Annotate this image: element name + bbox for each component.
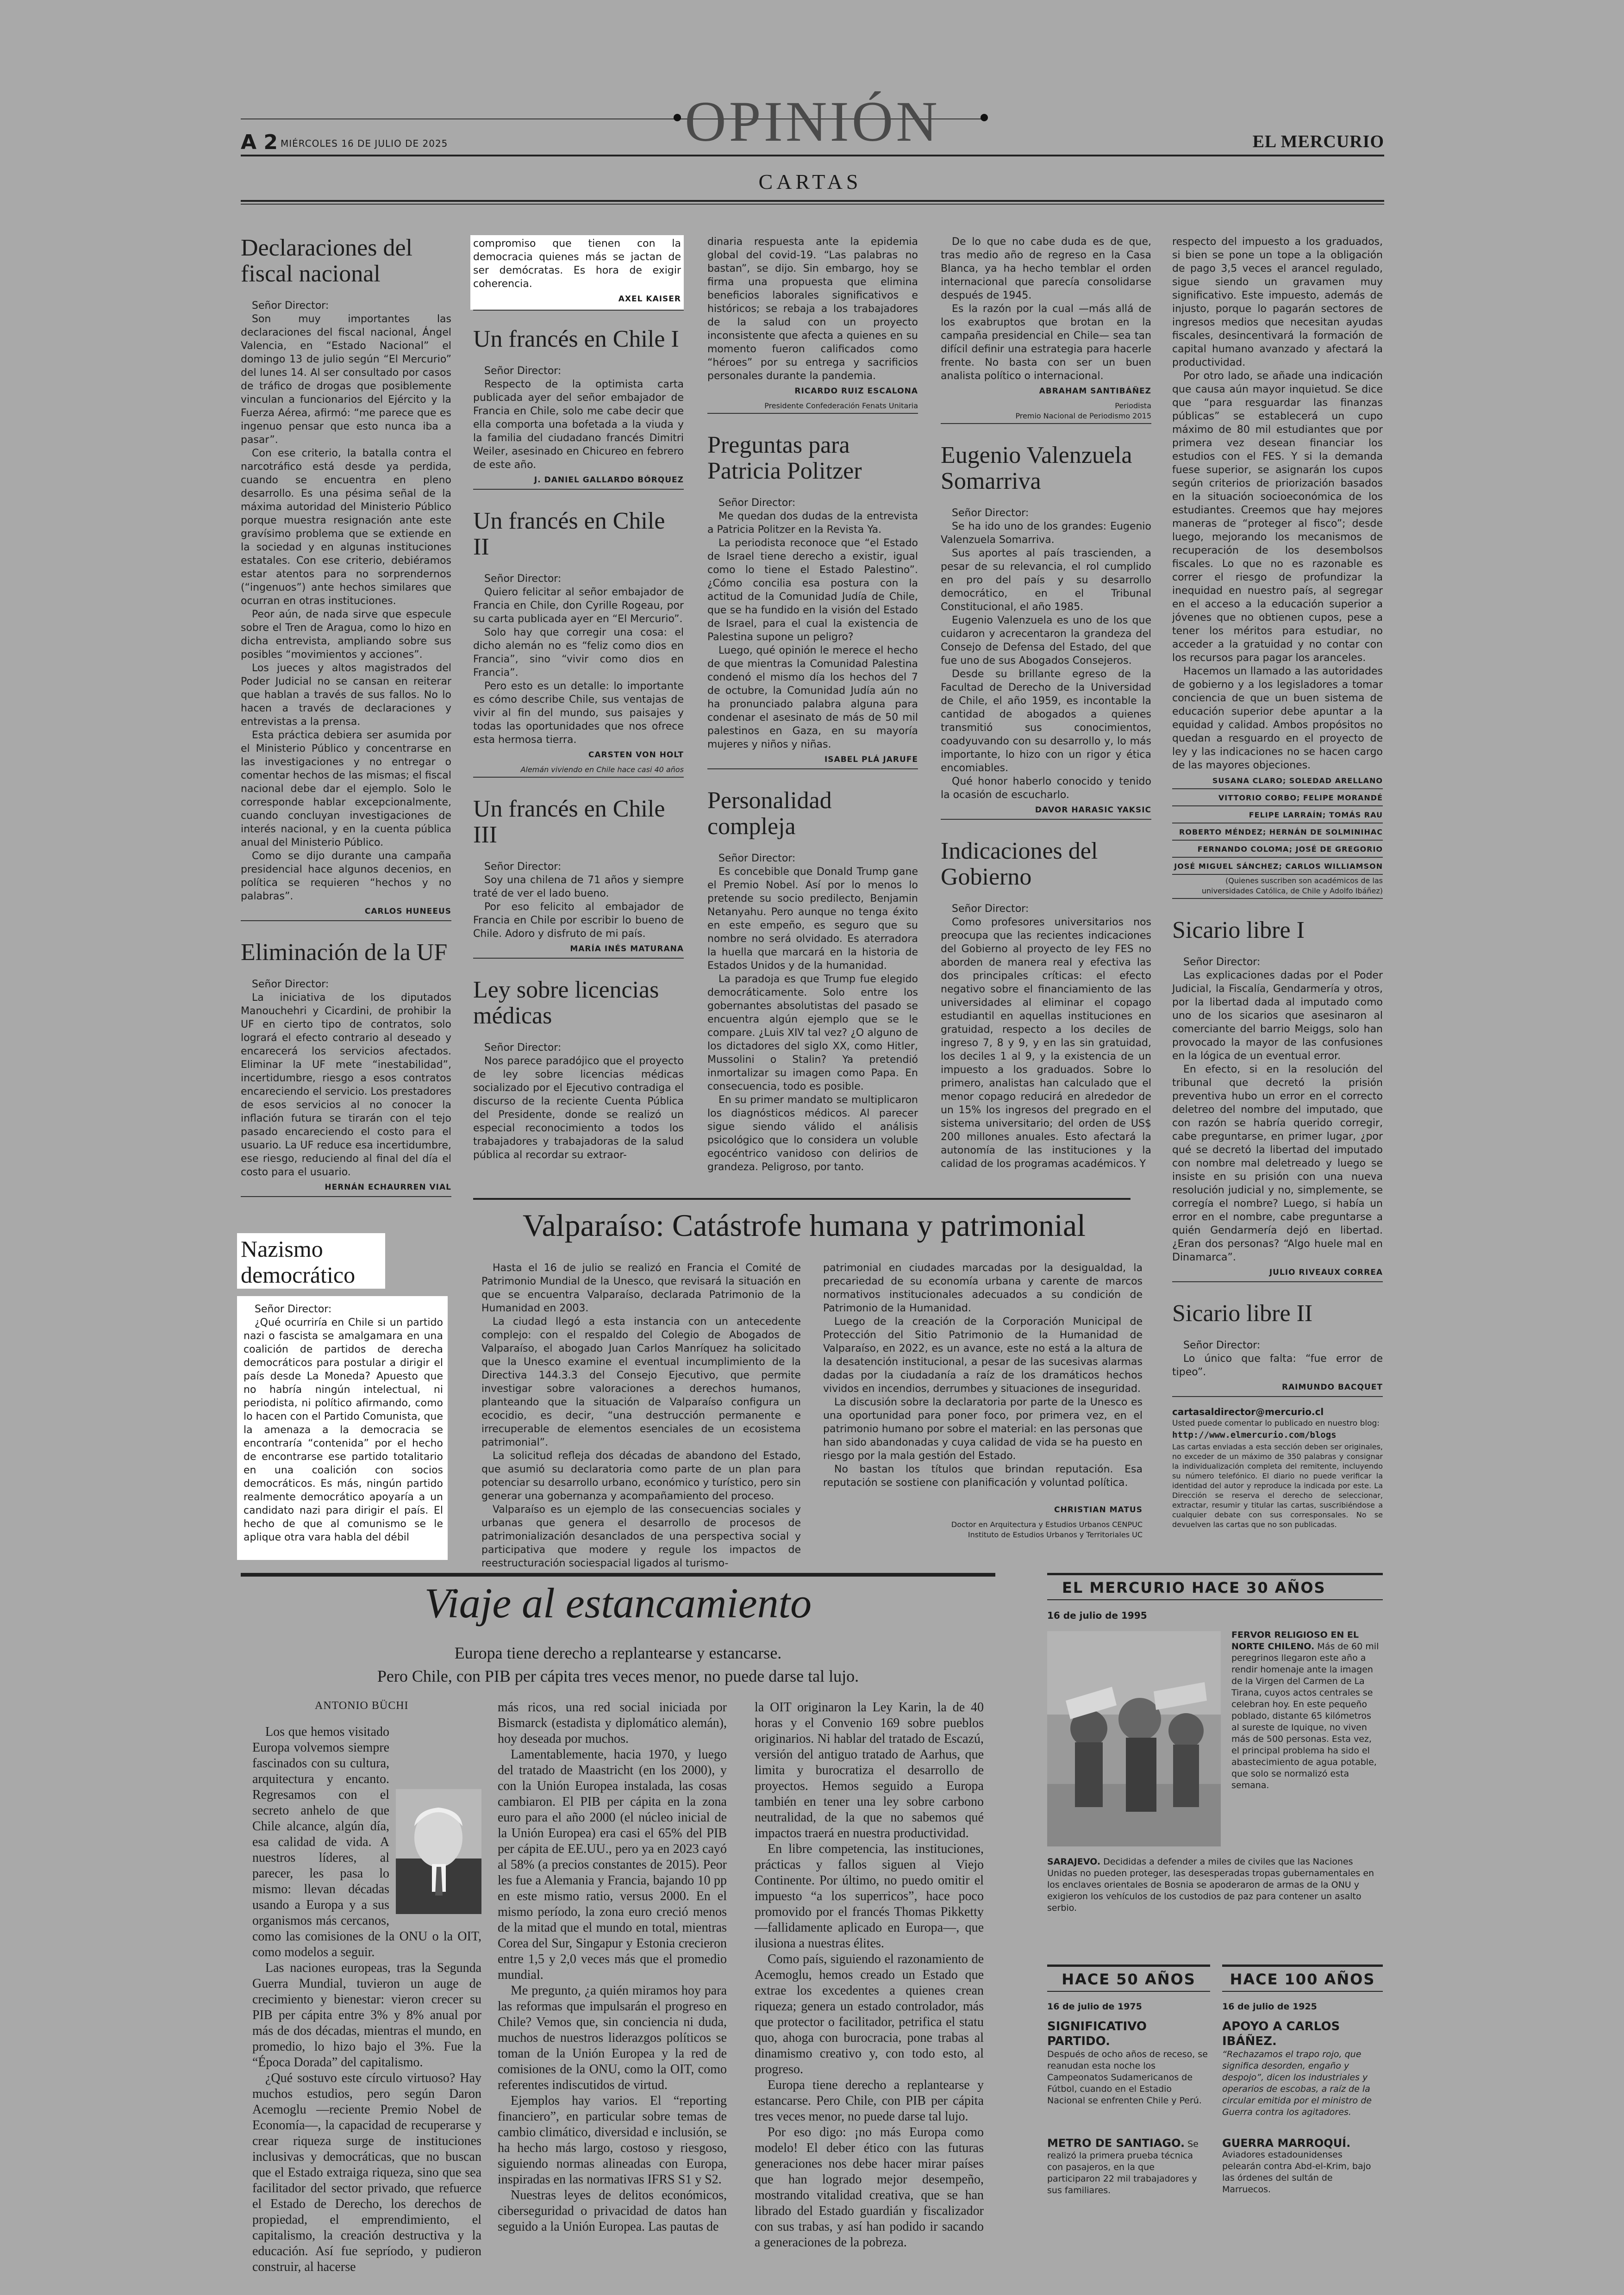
history-50-date: 16 de julio de 1975 xyxy=(1047,2002,1142,2012)
letter-signature: ROBERTO MÉNDEZ; HERNÁN DE SOLMINIHAC xyxy=(1172,825,1383,841)
letter-paragraph: Como se dijo durante una campaña presidencial hace algunos decenios, en política se requieren “hechos y no palabras”. xyxy=(241,850,451,902)
history-text: Se realizó la primera prueba técnica con pasajeros, en la que participaron 22 mil trabajadores y sus familiares. xyxy=(1047,2139,1199,2195)
letter-title-highlight: Nazismo democrático xyxy=(237,1233,385,1289)
editorial-column-2 xyxy=(823,1261,1143,1540)
letter-continuation: compromiso que tienen con la democracia quienes más se jactan de ser demócratas. Es hora de exigir coherencia. xyxy=(473,238,681,290)
history-tag: GUERRA MARROQUÍ. xyxy=(1222,2137,1351,2150)
column-title: Viaje al estancamiento xyxy=(424,1579,812,1627)
letter-signature: ISABEL PLÁ JARUFE xyxy=(707,753,918,769)
editorial-paragraph: patrimonial en ciudades marcadas por la desigualdad, la precariedad de su economía urbana y carente de marcos normativos institucionales adecuados a su condición de Patrimonio de la Humanidad. xyxy=(823,1262,1143,1314)
column-paragraph: Nuestras leyes de delitos económicos, ciberseguridad o privacidad de datos han seguido a la Unión Europea. Las pautas de xyxy=(498,2188,727,2234)
letter-title: Un francés en Chile I xyxy=(473,326,679,352)
letter-salutation: Señor Director: xyxy=(484,1042,562,1054)
column-top-rule xyxy=(241,1573,995,1577)
letter-paragraph: Peor aún, de nada sirve que especule sobre el Tren de Aragua, como lo hizo en dicha entrevista, ampliando sobre sus posibles “movimientos y acciones”. xyxy=(241,609,451,661)
editorial-top-rule xyxy=(473,1198,1131,1200)
column-paragraph: Ejemplos hay varios. El “reporting financiero”, en particular sobre temas de cambio climático, diversidad e inclusión, se ha hecho más largo, costoso y riesgoso, siguiendo normas alineadas con Europa, inspiradas en las normativas IFRS S1 y S2. xyxy=(498,2094,727,2187)
letter-continuation-highlight xyxy=(470,235,684,310)
letter-paragraph: Pero esto es un detalle: lo importante es cómo describe Chile, sus ventajas de vivir al fin del mundo, sus paisajes y todas las oportunidades que nos ofrece esta hermosa tierra. xyxy=(473,680,684,746)
column-paragraph: Me pregunto, ¿a quién miramos hoy para las reformas que impulsarán el progreso en Chile? Vemos que, sin conciencia ni duda, muchos de nuestros liderazgos políticos se toman de la Unión Europea y la red de comisiones de la ONU, como la OIT, como referentes indiscutidos de virtud. xyxy=(498,1983,727,2092)
letter-paragraph: La periodista reconoce que “el Estado de Israel tiene derecho a existir, igual como lo tiene el Estado Palestino”. ¿Cómo concilia esa postura con la actitud de la Comunidad Judía de Chile, que se ha fundido en la visión del Estado de Israel, para el cual la existencia de Palestina supone un peligro? xyxy=(707,537,918,643)
contact-blog-intro: Usted puede comentar lo publicado en nuestro blog: xyxy=(1172,1419,1380,1428)
letter-signature: HERNÁN ECHAURREN VIAL xyxy=(241,1181,451,1197)
letter-title: Eliminación de la UF xyxy=(241,939,448,966)
letter-paragraph: Con ese criterio, la batalla contra el narcotráfico está desde ya perdida, cuando se encuentra en pleno desarrollo. Es una pésima señal de la máxima autoridad del Ministerio Público porque muestra resignación ante este gravísimo problema que se extiende en la sociedad y en algunas instituciones estatales. Con ese criterio, debiéramos estar atentos para no sorprendernos (“ingenuos”) ante hechos similares que ocurran en otras instituciones. xyxy=(241,448,451,607)
letter-title: Personalidad compleja xyxy=(707,787,832,840)
letter-paragraph: La paradoja es que Trump fue elegido democráticamente. Solo entre los gobernantes absolutistas del pasado se encuentra algún ejemplo que se le compare. ¿Luis XIV tal vez? ¿O alguno de los dictadores del siglo XX, como Hitler, Mussolini o Stalin? Ya pretendió inmortalizar su imagen como Papa. En consecuencia, todo es posible. xyxy=(707,973,918,1092)
letter-affiliation: Alemán viviendo en Chile hace casi 40 años xyxy=(473,765,684,778)
letter-paragraph: respecto del impuesto a los graduados, si bien se pone un tope a la obligación de pago 3,5 veces el arancel regulado, sigue siendo un gravamen muy significativo. Este impuesto, además de injusto, porque lo pagarán sectores de ingresos medios que necesitan ayudas fiscales, desincentivará la formación de capital humano avanzado y afectará la productividad. xyxy=(1172,236,1383,368)
history-100-date: 16 de julio de 1925 xyxy=(1222,2002,1317,2012)
editorial-paragraph: Hasta el 16 de julio se realizó en Francia el Comité de Patrimonio Mundial de la Unesco, que revisará la situación en que se encuentra Valparaíso, declarada Patrimonio de la Humanidad en 2003. xyxy=(481,1262,801,1314)
letter-salutation: Señor Director: xyxy=(718,853,796,864)
history-50-item-b xyxy=(1047,2138,1210,2196)
letter-signature: MARÍA INÉS MATURANA xyxy=(473,942,684,959)
letter-signature: VITTORIO CORBO; FELIPE MORANDÉ xyxy=(1172,791,1383,806)
letter-salutation: Señor Director: xyxy=(952,507,1029,519)
history-text: Después de ocho años de receso, se reanudan esta noche los Campeonatos Sudamericanos de Fútbol, cuando en el Estadio Nacional se enfrenten Chile y Perú. xyxy=(1047,2049,1208,2106)
subsection-title: CARTAS xyxy=(758,170,862,193)
letter-paragraph: En efecto, si en la resolución del tribunal que decretó la prisión preventiva hubo un error en el correcto deletreo del nombre del imputado, que con razón se habría querido corregir, cabe preguntarse, en primer lugar, ¿por qué se decretó la libertad del imputado con nombre mal deletreado y luego se insiste en su prisión con una nueva resolución judicial y no, simplemente, se corregía el nombre? Luego, si había un error en el nombre, cabe preguntarse a quién Gendarmería dejó en libertad. ¿Eran dos personas? “Algo huele mal en Dinamarca”. xyxy=(1172,1064,1383,1263)
history-50-title: HACE 50 AÑOS xyxy=(1047,1964,1210,1992)
letter-signature: JOSÉ MIGUEL SÁNCHEZ; CARLOS WILLIAMSON xyxy=(1172,860,1383,875)
letters-column-1 xyxy=(241,235,451,1197)
letter-paragraph: Me quedan dos dudas de la entrevista a Patricia Politzer en la Revista Ya. xyxy=(707,511,918,536)
letter-paragraph: Luego, qué opinión le merece el hecho de que mientras la Comunidad Palestina condenó el mismo día los hechos del 7 de octubre, la Comunidad Judía aún no ha pronunciado palabra alguna para condenar el asesinato de más de 50 mil palestinos en Gaza, en su mayoría mujeres y niños y niñas. xyxy=(707,645,918,750)
history-tag: FERVOR RELIGIOSO EN EL NORTE CHILENO. xyxy=(1231,1630,1359,1652)
history-100-item-b xyxy=(1222,2138,1383,2195)
letter-salutation: Señor Director: xyxy=(252,979,329,990)
contact-blog-link[interactable]: http://www.elmercurio.com/blogs xyxy=(1172,1430,1337,1440)
letters-column-4 xyxy=(941,235,1151,1171)
history-50-item-a xyxy=(1047,2019,1210,2107)
column-text-3 xyxy=(755,1700,984,2251)
letter-signature: JULIO RIVEAUX CORREA xyxy=(1172,1266,1383,1282)
letter-title: Ley sobre licencias médicas xyxy=(473,977,659,1029)
column-deck-line-1: Europa tiene derecho a replantearse y estancarse. xyxy=(454,1644,782,1662)
page-date: MIÉRCOLES 16 DE JULIO DE 2025 xyxy=(281,138,448,149)
letter-signature: RAIMUNDO BACQUET xyxy=(1172,1381,1383,1397)
history-tag: SIGNIFICATIVO PARTIDO. xyxy=(1047,2020,1147,2048)
letter-title: Sicario libre II xyxy=(1172,1300,1313,1327)
editorial-title: Valparaíso: Catástrofe humana y patrimonial xyxy=(522,1208,1086,1243)
column-paragraph: Lamentablemente, hacia 1970, y luego del tratado de Maastricht (en los 2000), y con la Unión Europea instalada, las cosas cambiaron. El PIB per cápita en la zona euro para el año 2000 (el núcleo inicial de la Unión Europea) era casi el 65% del PIB per cápita de EE.UU., pero ya en 2023 cayó al 58% (a precios constantes de 2015). Peor les fue a Alemania y Francia, bajando 10 pp en este mismo ratio, versus 2000. En el mismo período, la zona euro creció menos de la mitad que el mundo en total, mientras Corea del Sur, Singapur y Estonia crecieron entre 1,5 y 2,0 veces más que el promedio mundial. xyxy=(498,1747,727,1982)
editorial-paragraph: La ciudad llegó a esta instancia con un antecedente complejo: con el respaldo del Colegio de Abogados de Valparaíso, el abogado Juan Carlos Manríquez ha solicitado que la Unesco examine el eventual incumplimiento de la Directiva 144.3.3 del Consejo Ejecutivo, que permite investigar sobre valoraciones a derechos humanos, planteando que la situación de Valparaíso configura un ecocidio, es decir, “una destrucción permanente e irrecuperable de elementos esenciales de un ecosistema patrimonial”. xyxy=(481,1316,801,1448)
letter-paragraph: Los jueces y altos magistrados del Poder Judicial no se cansan en reiterar que hablan a través de sus fallos. No lo hacen a través de declaraciones y entrevistas a la prensa. xyxy=(241,662,451,728)
contact-email[interactable]: cartasaldirector@mercurio.cl xyxy=(1172,1406,1324,1417)
letter-signature: DAVOR HARASIC YAKSIC xyxy=(941,804,1151,820)
letter-highlight-body xyxy=(237,1296,448,1560)
letter-salutation: Señor Director: xyxy=(718,497,796,509)
editorial-signature: CHRISTIAN MATUS xyxy=(1054,1505,1143,1515)
letter-paragraph: Soy una chilena de 71 años y siempre traté de ver el lado bueno. xyxy=(473,874,684,899)
letter-affiliation: Presidente Confederación Fenats Unitaria xyxy=(707,401,918,414)
letter-salutation: Señor Director: xyxy=(952,903,1029,915)
history-100-item-a xyxy=(1222,2019,1383,2118)
page-number: A 2 xyxy=(241,131,278,154)
letter-salutation: Señor Director: xyxy=(1183,1340,1261,1351)
editorial-affiliation: Doctor en Arquitectura y Estudios Urbanos CENPUC Instituto de Estudios Urbanos y Territoriales UC xyxy=(951,1520,1143,1539)
column-paragraph: Por eso digo: ¡no más Europa como modelo! El deber ético con las futuras generaciones nos debe hacer mirar países que han logrado mejor desempeño, mostrando vitalidad creativa, que se han librado del Estado guardián y fiscalizador con sus trabas, y así han podido ir sacando a generaciones de la pobreza. xyxy=(755,2125,984,2250)
letter-signature: CARLOS HUNEEUS xyxy=(241,905,451,921)
column-text-2 xyxy=(498,1700,727,2235)
subsection-rule-thin xyxy=(241,204,1384,205)
editorial-paragraph: No bastan los títulos que brindan reputación. Esa reputación se sostiene con planificación y voluntad política. xyxy=(823,1464,1143,1489)
history-tag: METRO DE SANTIAGO. xyxy=(1047,2137,1185,2150)
history-100-title: HACE 100 AÑOS xyxy=(1222,1964,1383,1992)
letter-continuation: dinaria respuesta ante la epidemia global del covid-19. “Las palabras no bastan”, se dijo. Sin embargo, hoy se firma una propuesta que elimina beneficios laborales significativos e históricos; se rebaja a los trabajadores de la salud con un proyecto inconsistente que afecta a quienes en su momento fueron calificados como “héroes” por su entrega y sacrificios personales durante la pandemia. xyxy=(707,236,918,382)
column-author: ANTONIO BÜCHI xyxy=(315,1700,409,1712)
letter-paragraph: ¿Qué ocurriría en Chile si un partido nazi o fascista se amalgamara en una coalición de partidos de derecha democráticos para postular a dirigir el país desde La Moneda? Apuesto que no habría ningún intelectual, ni periodista, ni político afirmando, como lo hacen con el Partido Comunista, que la amenaza a la democracia se encontraría “contenida” por el hecho de encontrarse ese partido totalitario en una coalición con socios democráticos. Es más, ningún partido realmente democrático apoyaría a un candidato nazi para dirigir el país. El hecho de que al comunismo se le aplique otra vara habla del débil xyxy=(244,1317,443,1543)
letter-paragraph: Las explicaciones dadas por el Poder Judicial, la Fiscalía, Gendarmería y otros, por la libertad dada al imputado como uno de los sicarios que asesinaron al comerciante del barrio Meiggs, solo han provocado la mayor de las confusiones en la lógica de un eventual error. xyxy=(1172,970,1383,1062)
letter-signature: FELIPE LARRAÍN; TOMÁS RAU xyxy=(1172,808,1383,823)
letter-title: Preguntas para Patricia Politzer xyxy=(707,432,862,484)
letter-paragraph: La iniciativa de los diputados Manouchehri y Cicardini, de prohibir la UF en cierto tipo de contratos, solo logrará el efecto contrario al deseado y encarecerá los servicios afectados. Eliminar la UF mete “inestabilidad”, incertidumbre, riesgo a esos contratos encareciendo el servicio. Los prestadores de esos servicios al no conocer la inflación futura se tirarán con el tejo pasado encareciendo el costo para el usuario. La UF reduce esa incertidumbre, ese riesgo, reduciendo al final del día el costo para el usuario. xyxy=(241,992,451,1178)
letter-paragraph: Esta práctica debiera ser asumida por el Ministerio Público y concentrarse en las investigaciones y no entregar o comentar hechos de las mismas; el fiscal nacional debe dar el ejemplo. Solo le corresponde hablar excepcionalmente, cuando concluyan investigaciones de interés nacional, y en la cuenta pública anual del Ministerio Público. xyxy=(241,730,451,848)
history-text: Decididas a defender a miles de civiles que las Naciones Unidas no pueden proteger, las desesperadas tropas gubernamentales en los enclaves orientales de Bosnia se apoderaron de armas de la ONU y exigieron los vehículos de los custodios de paz para contener un asalto serbio. xyxy=(1047,1857,1374,1913)
letter-paragraph: Nos parece paradójico que el proyecto de ley sobre licencias médicas socializado por el Ejecutivo contradiga el discurso de la reciente Cuenta Pública del Presidente, donde se realizó un especial reconocimiento a todos los trabajadores y trabajadoras de la salud pública al recordar su extraor- xyxy=(473,1055,684,1161)
letter-title: Sicario libre I xyxy=(1172,917,1305,943)
history-tag: SARAJEVO. xyxy=(1047,1857,1101,1867)
letter-paragraph: Sus aportes al país trascienden, a pesar de su relevancia, el rol cumplido en pro del país y su desarrollo democrático, en el Tribunal Constitucional, el año 1985. xyxy=(941,548,1151,613)
letter-paragraph: De lo que no cabe duda es de que, tras medio año de regreso en la Casa Blanca, ya ha hecho temblar el orden internacional que parecía consolidarse después de 1945. xyxy=(941,236,1151,301)
letter-paragraph: Son muy importantes las declaraciones del fiscal nacional, Ángel Valencia, en “Estado Nacional” el domingo 13 de julio según “El Mercurio” del lunes 14. Al ser consultado por casos de tráfico de drogas que posiblemente vinculan a funcionarios del Ejército y la Fuerza Aérea, afirmó: “me parece que es ingenuo pensar que esto nunca iba a pasar”. xyxy=(241,313,451,446)
history-tag: APOYO A CARLOS IBÁÑEZ. xyxy=(1222,2020,1340,2048)
history-text: “Rechazamos el trapo rojo, que significa desorden, engaño y despojo”, dicen los industriales y operarios de escobas, a raíz de la circular emitida por el ministro de Guerra contra los agitadores. xyxy=(1222,2049,1372,2117)
history-30-date: 16 de julio de 1995 xyxy=(1047,1610,1147,1621)
history-30-item-b xyxy=(1047,1856,1383,1914)
masthead-dot-left xyxy=(981,114,988,121)
letter-signature: FERNANDO COLOMA; JOSÉ DE GREGORIO xyxy=(1172,842,1383,858)
letter-affiliation: Periodista Premio Nacional de Periodismo 2015 xyxy=(941,401,1151,424)
letter-paragraph: Por otro lado, se añade una indicación que causa aún mayor inquietud. Se dice que “para resguardar las finanzas públicas” se establecerá un cupo máximo de 80 mil estudiantes que por primera vez desean financiar los estudios con el FES. Y si la demanda fuese superior, se asignarán los cupos según criterios de priorización basados en la situación socioeconómica de los estudiantes. Creemos que hay mejores maneras de “proteger al fisco”; desde luego, mejorando los mecanismos de recuperación de los desembolsos fiscales. Lo que no es razonable es correr el riesgo de profundizar la inequidad en nuestro país, al segregar en el acceso a la educación superior a jóvenes que no obtienen cupos, pese a tener los méritos para estudiar, no acceder a la gratuidad y no contar con los recursos para pagar los aranceles. xyxy=(1172,370,1383,664)
editorial-paragraph: La discusión sobre la declaratoria por parte de la Unesco es una oportunidad para poner foco, por primera vez, en el patrimonio humano por sobre el material: en las personas que han sido abandonadas y cuya calidad de vida se ha puesto en riesgo por la mala gestión del Estado. xyxy=(823,1397,1143,1462)
letter-paragraph: Eugenio Valenzuela es uno de los que cuidaron y acrecentaron la grandeza del Consejo de Defensa del Estado, del que fue uno de sus Abogados Consejeros. xyxy=(941,615,1151,667)
letter-paragraph: Como profesores universitarios nos preocupa que las recientes indicaciones del Gobierno al proyecto de ley FES no aborden de manera real y efectiva las dos principales críticas: el efecto negativo sobre el financiamiento de las universidades al eliminar el copago estudiantil en aquellas instituciones en gratuidad, respecto a los deciles de ingreso 7, 8 y 9, y en las sin gratuidad, los deciles 1 al 9, y la existencia de un impuesto a los graduados. Sobre lo primero, analistas han calculado que el menor copago reducirá en alrededor de un 15% los ingresos del pregrado en el sistema universitario; del orden de US$ 200 millones anuales. Esto afectará la autonomía de las instituciones y la calidad de los programas académicos. Y xyxy=(941,917,1151,1170)
editorial-paragraph: Valparaíso es un ejemplo de las consecuencias sociales y urbanas que genera el desarrollo de procesos de patrimonialización desanclados de una perspectiva social y participativa que modere y regule los impactos de reestructuración sociespacial ligados al turismo- xyxy=(481,1504,801,1569)
letter-signature: ABRAHAM SANTIBÁÑEZ xyxy=(1039,387,1151,396)
letter-salutation: Señor Director: xyxy=(252,300,329,312)
author-portrait-icon xyxy=(396,1789,481,1914)
letter-paragraph: Es la razón por la cual —más allá de los exabruptos que brotan en la campaña presidencial en Chile— sea tan difícil definir una estrategia para hacerle frente. No basta con ser un buen analista político o internacional. xyxy=(941,303,1151,382)
letter-affiliation: (Quienes suscriben son académicos de las universidades Católica, de Chile y Adolfo Ibáñez) xyxy=(1172,876,1383,899)
column-paragraph: ¿Qué sostuvo este círculo virtuoso? Hay muchos estudios, pero según Daron Acemoglu —reciente Premio Nobel de Economía—, la capacidad de recuperarse y crear riqueza surge de instituciones inclusivas y democráticas, que no buscan que el Estado extraiga riqueza, sino que sea facilitador del sector privado, que refuerce el Estado de Derecho, los derechos de propiedad, el emprendimiento, el capitalismo, la creación destructiva y la educación. Así fue sepríodo, y pudieron construir, al hacerse xyxy=(252,2071,481,2274)
letters-column-5 xyxy=(1172,235,1383,1529)
letter-title: Un francés en Chile III xyxy=(473,796,665,848)
history-text: Más de 60 mil peregrinos llegaron este año a rendir homenaje ante la imagen de la Virgen del Carmen de La Tirana, cuyos actos centrales se celebran hoy. En este pequeño poblado, distante 65 kilómetros al sureste de Iquique, no viven más de 500 personas. Esta vez, el principal problema ha sido el abastecimiento de agua potable, que solo se normalizó esta semana. xyxy=(1231,1641,1379,1790)
section-title: OPINIÓN xyxy=(685,90,940,153)
column-paragraph: la OIT originaron la Ley Karin, la de 40 horas y el Convenio 169 sobre pueblos originarios. Ni hablar del tratado de Escazú, versión del antiguo tratado de Aarhus, que limita y burocratiza el desarrollo de proyectos. Hemos seguido a Europa también en tener una ley sobre carbono neutralidad, de la que no sabemos qué impactos traerá en nuestra productividad. xyxy=(755,1700,984,1840)
letters-column-3 xyxy=(707,235,918,1174)
letter-salutation: Señor Director: xyxy=(255,1303,332,1315)
letter-paragraph: Por eso felicito al embajador de Francia en Chile por escribir lo bueno de Chile. Adoro y disfruto de mi país. xyxy=(473,901,684,940)
letter-paragraph: Quiero felicitar al señor embajador de Francia en Chile, don Cyrille Rogeau, por su carta publicada ayer en “El Mercurio”. xyxy=(473,586,684,625)
letters-column-2 xyxy=(473,235,684,1162)
letter-paragraph: Es concebible que Donald Trump gane el Premio Nobel. Así por lo menos lo pretende su socio predilecto, Benjamin Netanyahu. Pero aunque no tenga éxito en este empeño, es seguro que su nombre no será olvidado. Es aterradora la huella que marcará en la historia de Estados Unidos y de la humanidad. xyxy=(707,866,918,972)
column-paragraph: más ricos, una red social iniciada por Bismarck (estadista y diplomático alemán), hoy deseada por muchos. xyxy=(498,1700,727,1746)
history-30-title: EL MERCURIO HACE 30 AÑOS xyxy=(1047,1573,1383,1600)
letter-salutation: Señor Director: xyxy=(1183,956,1261,968)
editorial-paragraph: La solicitud refleja dos décadas de abandono del Estado, que asumió su declaratoria como parte de un plan para potenciar su desarrollo urbano, económico y turístico, pero sin generar una gobernanza y acompañamiento del proceso. xyxy=(481,1450,801,1502)
column-paragraph: Los que hemos visitado Europa volvemos siempre fascinados con su cultura, arquitectura y encanto. Regresamos con el secreto anhelo de que Chile alcance, algún día, esa calidad de vida. A nuestros líderes, al parecer, les pasa lo mismo: llevan décadas usando a Europa y a sus organismos más cercanos, como las comisiones de la ONU o la OIT, como modelos a seguir. xyxy=(252,1725,481,1959)
history-text: Aviadores estadounidenses pelearán contra Abd-el-Krim, bajo las órdenes del sultán de Marruecos. xyxy=(1222,2150,1371,2195)
letter-title: Declaraciones del fiscal nacional xyxy=(241,235,413,287)
letter-paragraph: Solo hay que corregir una cosa: el dicho alemán no es “feliz como dios en Francia”, sino “vivir como dios en Francia”. xyxy=(473,627,684,679)
dancers-photo-icon xyxy=(1047,1631,1221,1846)
letter-signature: J. DANIEL GALLARDO BÓRQUEZ xyxy=(473,474,684,490)
column-paragraph: En libre competencia, las instituciones, prácticas y fallos siguen al Viejo Continente. Por último, no puedo omitir el impuesto “a los superricos”, hace poco promovido por el francés Thomas Pikketty —fallidamente aplicado en Europa—, que ilusiona a nuestras élites. xyxy=(755,1842,984,1951)
subsection-rule xyxy=(241,200,1384,202)
letter-signature: AXEL KAISER xyxy=(618,294,681,304)
letter-salutation: Señor Director: xyxy=(484,573,562,585)
letter-paragraph: Lo único que falta: “fue error de tipeo”. xyxy=(1172,1353,1383,1378)
editorial-column-1 xyxy=(481,1261,801,1570)
letter-title: Un francés en Chile II xyxy=(473,508,665,560)
contact-notice: Las cartas enviadas a esta sección deben ser originales, no exceder de un máximo de 350 palabras y consignar la individualización completa del remitente, incluyendo su número telefónico. El diario no puede verificar la identidad del autor y reproduce la indicada por este. La Dirección se reserva el derecho de seleccionar, extractar, resumir y titular las cartas, suscribiéndose a cualquier debate con sus corresponsales. No se devuelven las cartas que no son publicadas. xyxy=(1172,1442,1383,1529)
letter-salutation: Señor Director: xyxy=(484,365,562,377)
column-paragraph: Como país, siguiendo el razonamiento de Acemoglu, hemos creado un Estado que extrae los excedentes a quienes crean riqueza; genera un estado controlador, más que protector o facilitador, petrifica el statu quo, ahoga con burocracia, pone trabas al dinamismo creativo y, con todo esto, al progreso. xyxy=(755,1952,984,2077)
author-photo xyxy=(396,1789,481,1914)
letter-paragraph: Hacemos un llamado a las autoridades de gobierno y a los legisladores a tomar conciencia de que un buen sistema de educación superior debe apuntar a la equidad y calidad. Ambos propósitos no quedan a resguardo en el proyecto de ley y las indicaciones no se hacen cargo de las mayores objeciones. xyxy=(1172,666,1383,771)
column-paragraph: Europa tiene derecho a replantearse y estancarse. Pero Chile, con PIB per cápita tres veces menor, no puede darse tal lujo. xyxy=(755,2078,984,2124)
letter-signature: SUSANA CLARO; SOLEDAD ARELLANO xyxy=(1172,774,1383,789)
column-text-1 xyxy=(252,1724,481,2275)
letter-paragraph: Qué honor haberlo conocido y tenido la ocasión de escucharlo. xyxy=(941,776,1151,801)
letter-title: Indicaciones del Gobierno xyxy=(941,838,1098,890)
letter-signature: RICARDO RUIZ ESCALONA xyxy=(794,387,918,396)
contact-box xyxy=(1172,1406,1383,1529)
editorial-paragraph: Luego de la creación de la Corporación Municipal de Protección del Sitio Patrimonio de la Humanidad de Valparaíso, en 2022, es un avance, este no está a la altura de la desatención institucional, a pesar de las sucesivas alarmas dadas por la ciudadanía a raíz de los dramáticos hechos vividos en incendios, derrumbes y situaciones de inseguridad. xyxy=(823,1316,1143,1395)
letter-paragraph: Se ha ido uno de los grandes: Eugenio Valenzuela Somarriva. xyxy=(941,521,1151,546)
masthead-dot-right xyxy=(674,114,681,121)
letter-salutation: Señor Director: xyxy=(484,861,562,873)
letter-signature: CARSTEN VON HOLT xyxy=(588,750,684,760)
letter-paragraph: Respecto de la optimista carta publicada ayer del señor embajador de Francia en Chile, solo me cabe decir que ella comporta una bofetada a la viuda y la familia del ciudadano francés Dimitri Weiler, asesinado en Chicureo en febrero de este año. xyxy=(473,379,684,471)
history-30-item-a xyxy=(1231,1629,1380,1791)
masthead-rule xyxy=(241,155,1384,156)
letter-paragraph: Desde su brillante egreso de la Facultad de Derecho de la Universidad de Chile, el año 1959, es incontable la cantidad de abogados a quienes transmitió sus conocimientos, coadyuvando con su desarrollo y, lo más importante, lo hizo con un rigor y ética encomiables. xyxy=(941,668,1151,774)
history-30-photo xyxy=(1047,1631,1221,1846)
letter-paragraph: En su primer mandato se multiplicaron los diagnósticos médicos. Al parecer sigue siendo válido el análisis psicológico que lo considera un voluble egocéntrico vanidoso con delirios de grandeza. Peligroso, por tanto. xyxy=(707,1094,918,1173)
column-deck-line-2: Pero Chile, con PIB per cápita tres veces menor, no puede darse tal lujo. xyxy=(377,1667,859,1685)
letter-title: Eugenio Valenzuela Somarriva xyxy=(941,442,1132,494)
newspaper-name: EL MERCURIO xyxy=(1252,132,1384,151)
column-paragraph: Las naciones europeas, tras la Segunda Guerra Mundial, tuvieron un auge de crecimiento y bienestar: vieron crecer su PIB per cápita entre 3% y 8% anual por más de dos décadas, mientras el mundo, en promedio, lo hizo bajo el 3%. Fue la “Época Dorada” del capitalismo. xyxy=(252,1961,481,2070)
